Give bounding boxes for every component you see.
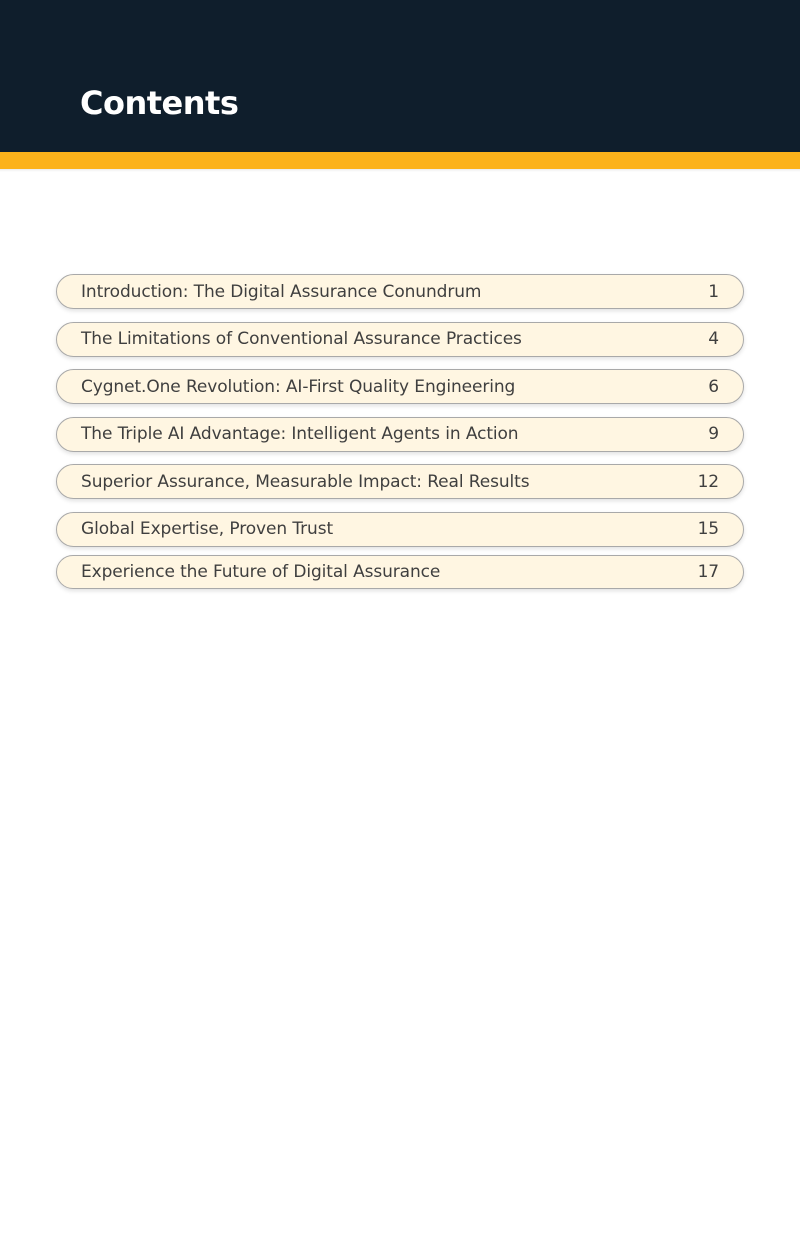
toc-item-introduction[interactable] [56, 274, 744, 309]
toc-item-title: Superior Assurance, Measurable Impact: Real Results [81, 471, 530, 492]
toc-item-title: Global Expertise, Proven Trust [81, 519, 334, 539]
toc-item-page-number: 17 [697, 562, 719, 582]
toc-item-page-number: 4 [708, 329, 719, 349]
accent-bar-shadow [0, 169, 800, 172]
toc-item-page-number: 9 [708, 424, 719, 444]
page-title: Contents [80, 84, 239, 122]
header-banner [0, 0, 800, 152]
accent-bar [0, 152, 800, 169]
toc-item-page-number: 15 [697, 519, 719, 539]
toc-item-title: Introduction: The Digital Assurance Conundrum [81, 281, 482, 302]
toc-item-page-number: 6 [708, 376, 719, 397]
toc-item-title: The Limitations of Conventional Assurance Practices [81, 329, 522, 349]
toc-item-revolution[interactable] [56, 369, 744, 404]
toc-item-global-expertise[interactable] [56, 512, 744, 547]
toc-item-page-number: 1 [708, 281, 719, 302]
toc-item-title: The Triple AI Advantage: Intelligent Agents in Action [81, 424, 519, 444]
toc-item-limitations[interactable] [56, 322, 744, 357]
toc-item-page-number: 12 [697, 471, 719, 492]
table-of-contents [56, 274, 744, 602]
toc-item-title: Cygnet.One Revolution: AI-First Quality Engineering [81, 376, 516, 397]
toc-item-title: Experience the Future of Digital Assurance [81, 562, 441, 582]
toc-item-triple-ai-advantage[interactable] [56, 417, 744, 452]
toc-item-superior-assurance[interactable] [56, 464, 744, 499]
toc-item-future-of-assurance[interactable] [56, 555, 744, 589]
